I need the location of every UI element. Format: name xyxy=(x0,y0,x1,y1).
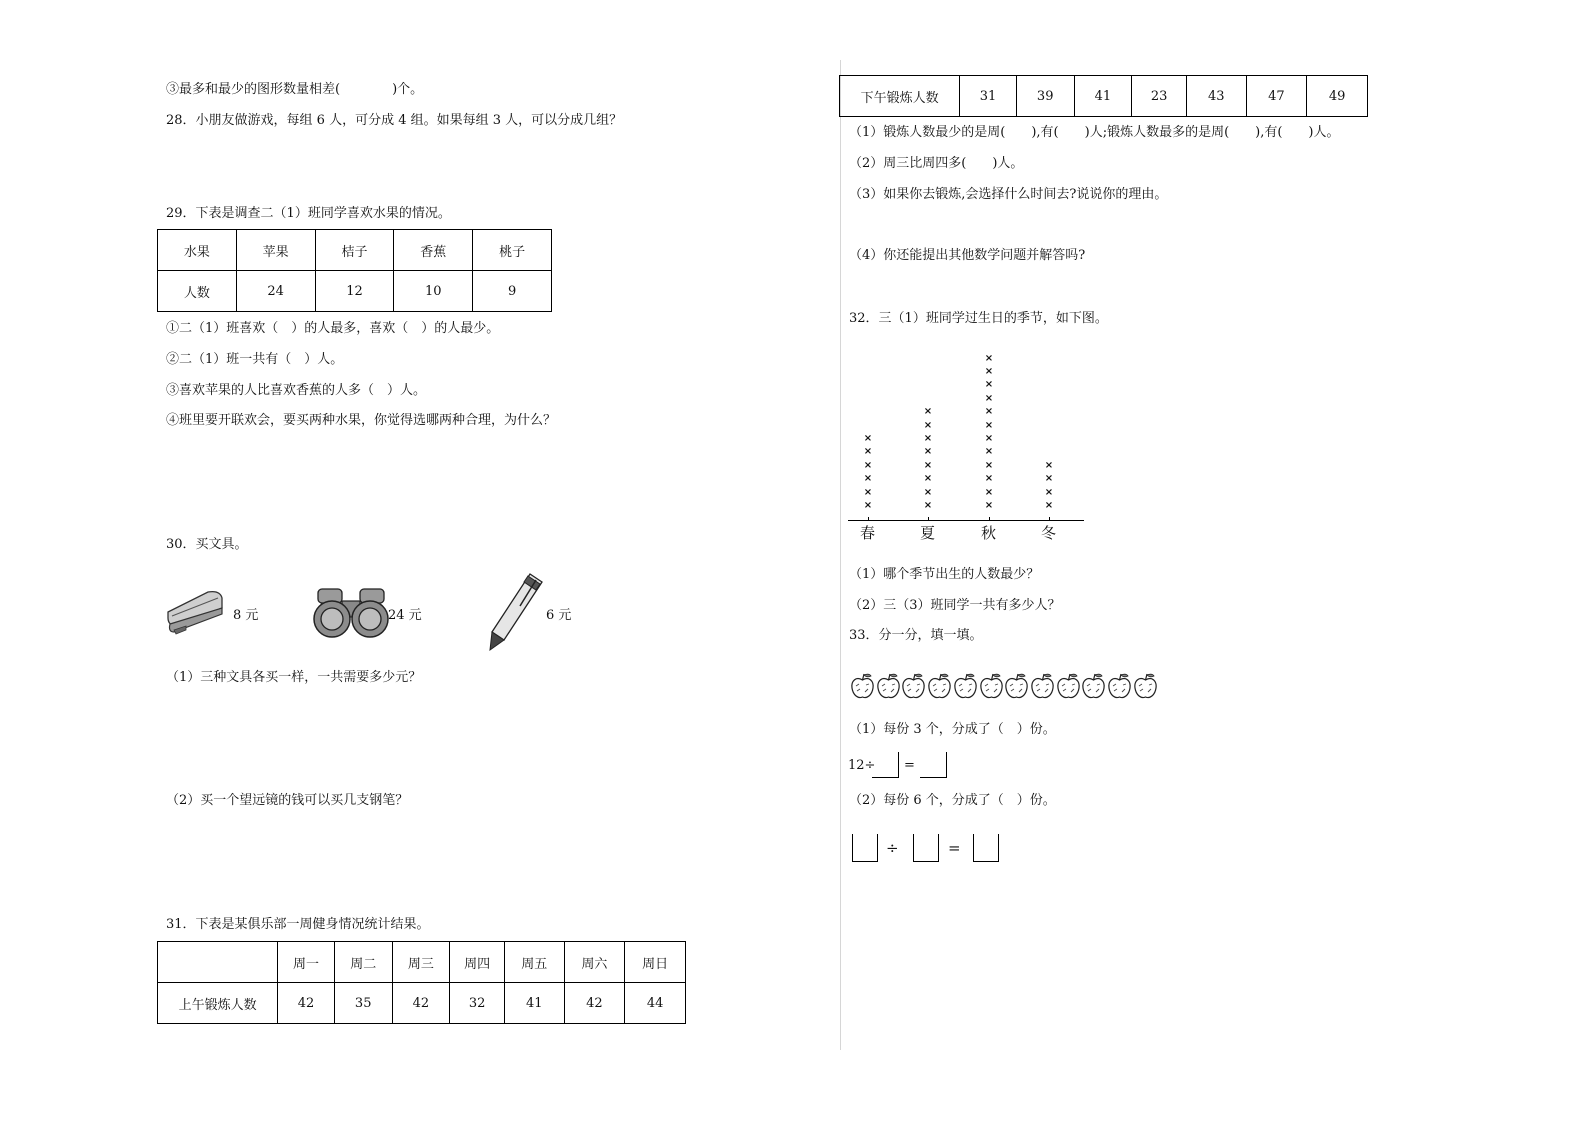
q33-question-1: （1）每份 3 个，分成了（ ）份。 xyxy=(849,722,1056,737)
table-cell: 周一 xyxy=(278,942,335,983)
apple-icon xyxy=(1030,672,1055,700)
table-cell: 周二 xyxy=(334,942,392,983)
chart-marker: × xyxy=(923,486,933,498)
chart-marker: × xyxy=(984,392,994,404)
apple-icon xyxy=(1056,672,1081,700)
table-cell: 桔子 xyxy=(315,230,394,271)
apple-icon xyxy=(979,672,1004,700)
table-cell: 人数 xyxy=(158,271,237,312)
chart-marker: × xyxy=(923,500,933,511)
apple-icon xyxy=(927,672,952,700)
q29-question-2: ②二（1）班一共有（ ）人。 xyxy=(166,352,344,367)
chart-marker: × xyxy=(1044,473,1054,485)
equation-1-prefix: 12÷ xyxy=(848,758,876,773)
q29-question-3: ③喜欢苹果的人比喜欢香蕉的人多（ ）人。 xyxy=(166,383,427,398)
chart-marker: × xyxy=(1044,486,1054,498)
q30-question-1: （1）三种文具各买一样，一共需要多少元？ xyxy=(166,670,422,685)
table-cell: 31 xyxy=(960,76,1017,117)
table-cell xyxy=(158,942,278,983)
table-row xyxy=(158,983,686,1024)
chart-marker: × xyxy=(923,446,933,458)
q30-title: 30．买文具。 xyxy=(166,537,248,552)
page-divider xyxy=(840,60,841,1050)
table-cell: 周三 xyxy=(392,942,450,983)
apple-icon xyxy=(901,672,926,700)
table-cell: 43 xyxy=(1186,76,1246,117)
fruit-table xyxy=(157,229,552,312)
equation-2-divide: ÷ xyxy=(886,839,899,857)
q27-part3: ③最多和最少的图形数量相差( )个。 xyxy=(166,82,424,97)
equation-2-equals: = xyxy=(948,839,961,857)
table-cell: 42 xyxy=(564,983,625,1024)
chart-marker: × xyxy=(984,366,994,377)
chart-marker: × xyxy=(863,459,873,471)
chart-marker: × xyxy=(984,379,994,391)
table-cell: 41 xyxy=(504,983,564,1024)
stapler-price: 8 元 xyxy=(233,608,259,623)
chart-marker: × xyxy=(923,406,933,418)
table-cell: 9 xyxy=(473,271,552,312)
table-cell: 47 xyxy=(1246,76,1307,117)
q31-question-1: （1）锻炼人数最少的是周( ),有( )人;锻炼人数最多的是周( ),有( )人。 xyxy=(849,125,1340,140)
table-cell: 桃子 xyxy=(473,230,552,271)
chart-marker: × xyxy=(863,486,873,498)
q33-question-2: （2）每份 6 个，分成了（ ）份。 xyxy=(849,793,1056,808)
table-cell: 苹果 xyxy=(236,230,315,271)
chart-marker: × xyxy=(984,352,994,364)
answer-box[interactable] xyxy=(913,834,939,862)
table-row xyxy=(158,230,552,271)
q30-question-2: （2）买一个望远镜的钱可以买几支钢笔？ xyxy=(166,793,409,808)
chart-marker: × xyxy=(984,486,994,498)
fitness-afternoon-table xyxy=(839,75,1368,117)
table-cell: 49 xyxy=(1307,76,1368,117)
stapler-icon xyxy=(164,586,228,638)
binoculars-price: 24 元 xyxy=(388,608,422,623)
chart-marker: × xyxy=(923,473,933,485)
table-cell: 10 xyxy=(394,271,473,312)
equation-1-equals: = xyxy=(904,758,915,773)
apple-icon xyxy=(953,672,978,700)
q29-question-1: ①二（1）班喜欢（ ）的人最多，喜欢（ ）的人最少。 xyxy=(166,321,500,336)
chart-category-label: 冬 xyxy=(1041,524,1057,542)
chart-tick xyxy=(1049,517,1050,521)
answer-box[interactable] xyxy=(920,752,947,778)
table-cell: 44 xyxy=(625,983,686,1024)
q31-question-3: （3）如果你去锻炼,会选择什么时间去?说说你的理由。 xyxy=(849,187,1168,202)
chart-category-label: 夏 xyxy=(920,524,936,542)
pen-price: 6 元 xyxy=(546,608,572,623)
apple-icon xyxy=(1081,672,1106,700)
chart-marker: × xyxy=(984,419,994,431)
fitness-morning-table xyxy=(157,941,686,1024)
table-cell: 32 xyxy=(450,983,505,1024)
table-cell: 周五 xyxy=(504,942,564,983)
table-cell: 周四 xyxy=(450,942,505,983)
table-cell: 下午锻炼人数 xyxy=(840,76,960,117)
apple-icon xyxy=(1133,672,1158,700)
chart-marker: × xyxy=(984,500,994,511)
chart-marker: × xyxy=(923,459,933,471)
chart-marker: × xyxy=(863,500,873,511)
table-row xyxy=(840,76,1368,117)
table-cell: 24 xyxy=(236,271,315,312)
table-row xyxy=(158,942,686,983)
answer-box[interactable] xyxy=(973,834,999,862)
table-cell: 周日 xyxy=(625,942,686,983)
apple-icon xyxy=(850,672,875,700)
apple-icon xyxy=(1004,672,1029,700)
q29-question-4: ④班里要开联欢会，要买两种水果，你觉得选哪两种合理，为什么？ xyxy=(166,413,557,428)
q31-question-4: （4）你还能提出其他数学问题并解答吗? xyxy=(849,248,1086,263)
chart-marker: × xyxy=(863,433,873,444)
chart-marker: × xyxy=(863,473,873,485)
table-cell: 香蕉 xyxy=(394,230,473,271)
birthday-season-chart xyxy=(846,340,1086,550)
chart-tick xyxy=(928,517,929,521)
pen-icon xyxy=(484,570,546,654)
table-cell: 42 xyxy=(278,983,335,1024)
chart-marker: × xyxy=(923,433,933,444)
q28-text: 28．小朋友做游戏，每组 6 人，可分成 4 组。如果每组 3 人，可以分成几组？ xyxy=(166,113,623,128)
table-cell: 23 xyxy=(1132,76,1187,117)
chart-marker: × xyxy=(984,406,994,418)
chart-category-label: 春 xyxy=(860,524,876,542)
answer-box[interactable] xyxy=(852,834,878,862)
apple-row xyxy=(850,672,1180,702)
q32-title: 32．三（1）班同学过生日的季节，如下图。 xyxy=(849,311,1108,326)
q29-title: 29．下表是调查二（1）班同学喜欢水果的情况。 xyxy=(166,206,451,221)
table-cell: 水果 xyxy=(158,230,237,271)
table-cell: 12 xyxy=(315,271,394,312)
q31-question-2: （2）周三比周四多( )人。 xyxy=(849,156,1024,171)
chart-marker: × xyxy=(1044,459,1054,471)
chart-marker: × xyxy=(984,446,994,458)
chart-marker: × xyxy=(923,419,933,431)
table-cell: 41 xyxy=(1074,76,1132,117)
answer-box[interactable] xyxy=(872,752,899,778)
chart-marker: × xyxy=(984,459,994,471)
q32-question-2: （2）三（3）班同学一共有多少人？ xyxy=(849,598,1061,613)
table-cell: 42 xyxy=(392,983,450,1024)
table-cell: 上午锻炼人数 xyxy=(158,983,278,1024)
binoculars-icon xyxy=(312,583,390,641)
apple-icon xyxy=(1107,672,1132,700)
chart-marker: × xyxy=(863,446,873,458)
table-row xyxy=(158,271,552,312)
q32-question-1: （1）哪个季节出生的人数最少？ xyxy=(849,567,1040,582)
chart-tick xyxy=(868,517,869,521)
chart-marker: × xyxy=(984,433,994,444)
chart-category-label: 秋 xyxy=(981,524,997,542)
table-cell: 周六 xyxy=(564,942,625,983)
chart-marker: × xyxy=(984,473,994,485)
table-cell: 35 xyxy=(334,983,392,1024)
q31-title: 31．下表是某俱乐部一周健身情况统计结果。 xyxy=(166,917,430,932)
q33-title: 33．分一分，填一填。 xyxy=(849,628,983,643)
chart-marker: × xyxy=(1044,500,1054,511)
chart-tick xyxy=(989,517,990,521)
apple-icon xyxy=(876,672,901,700)
table-cell: 39 xyxy=(1016,76,1074,117)
